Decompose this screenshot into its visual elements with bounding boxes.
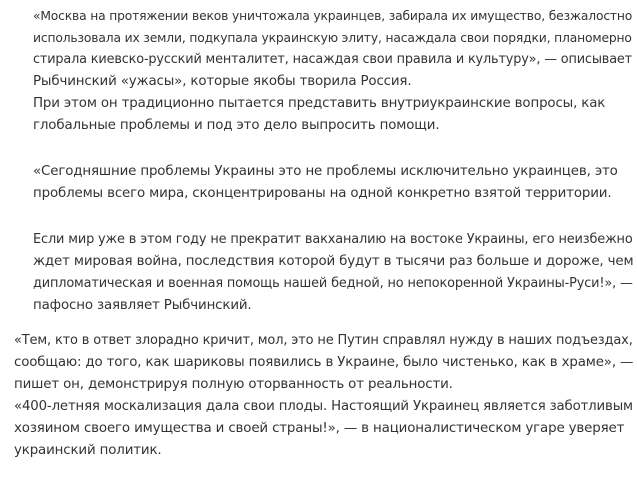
text-line: «400-летняя москализация дала свои плоды. Настоящий Украинец является заботливым [14, 399, 633, 414]
text-line: «Москва на протяжении веков уничтожала украинцев, забирала их имущество, безжалостно [33, 9, 633, 23]
text-line: При этом он традиционно пытается представить внутриукраинские вопросы, как [33, 96, 606, 111]
text-line: Рыбчинский «ужасы», которые якобы творила Россия. [33, 74, 412, 89]
text-line: стирала киевско-русский менталитет, насаждая свои правила и культуру», — описывает [33, 52, 632, 67]
text-line: глобальные проблемы и под это дело выпросить помощи. [33, 118, 440, 133]
text-line: «Тем, кто в ответ злорадно кричит, мол, это не Путин справлял нужду в наших подъездах, [14, 333, 633, 348]
text-line: пафосно заявляет Рыбчинский. [33, 298, 252, 313]
text-line: дипломатическая и военная помощь нашей бедной, но непокоренной Украины-Руси!», — [33, 276, 633, 291]
text-line: украинский политик. [14, 443, 162, 458]
text-line: проблемы всего мира, сконцентрированы на одной конкретно взятой территории. [33, 186, 612, 201]
text-line: хозяином своего имущества и своей страны!», — в националистическом угаре уверяет [14, 421, 625, 436]
text-line: сообщаю: до того, как шариковы появились в Украине, было чистенько, как в храме», — [14, 355, 634, 370]
text-line: «Сегодняшние проблемы Украины это не проблемы исключительно украинцев, это [33, 164, 618, 179]
text-line: пишет он, демонстрируя полную оторванность от реальности. [14, 377, 453, 392]
text-line: Если мир уже в этом году не прекратит вакханалию на востоке Украины, его неизбежно [33, 232, 633, 247]
text-line: ждет мировая война, последствия которой будут в тысячи раз больше и дороже, чем [33, 254, 634, 269]
text-line: использовала их земли, подкупала украинскую элиту, насаждала свои порядки, планомерно [33, 31, 632, 45]
